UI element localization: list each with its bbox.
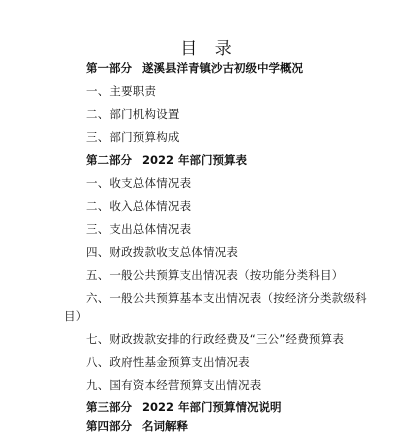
- part2-item-5: 五、一般公共预算支出情况表（按功能分类科目）: [86, 268, 344, 282]
- part2-title: 2022 年部门预算表: [142, 153, 248, 167]
- part4-label: 第四部分: [86, 419, 132, 433]
- part1-heading: [86, 60, 303, 76]
- part2-heading: [86, 152, 247, 168]
- part4-title: 名词解释: [142, 419, 188, 433]
- part1-label: 第一部分: [86, 61, 132, 75]
- part2-item-2: 二、收入总体情况表: [86, 199, 192, 213]
- toc-title: 目 录: [180, 39, 238, 59]
- part2-item-9: 九、国有资本经营预算支出情况表: [86, 378, 262, 392]
- part1-item-2: 二、部门机构设置: [86, 107, 180, 121]
- part1-title: 遂溪县洋青镇沙古初级中学概况: [142, 61, 303, 75]
- part2-item-1: 一、收支总体情况表: [86, 176, 192, 190]
- part2-label: 第二部分: [86, 153, 132, 167]
- part1-item-3: 三、部门预算构成: [86, 130, 180, 144]
- part2-item-3: 三、支出总体情况表: [86, 222, 192, 236]
- part3-title: 2022 年部门预算情况说明: [142, 400, 282, 414]
- part3-label: 第三部分: [86, 400, 132, 414]
- part2-item-4: 四、财政拨款收支总体情况表: [86, 245, 239, 259]
- part2-item-6: 六、一般公共预算基本支出情况表（按经济分类款级科: [86, 291, 367, 305]
- part1-item-1: 一、主要职责: [86, 84, 157, 98]
- part2-item-8: 八、政府性基金预算支出情况表: [86, 355, 250, 369]
- part2-item-6-continued: 目）: [64, 309, 88, 323]
- part2-item-7: 七、财政拨款安排的行政经费及“三公”经费预算表: [86, 332, 345, 346]
- part3-heading: [86, 399, 282, 415]
